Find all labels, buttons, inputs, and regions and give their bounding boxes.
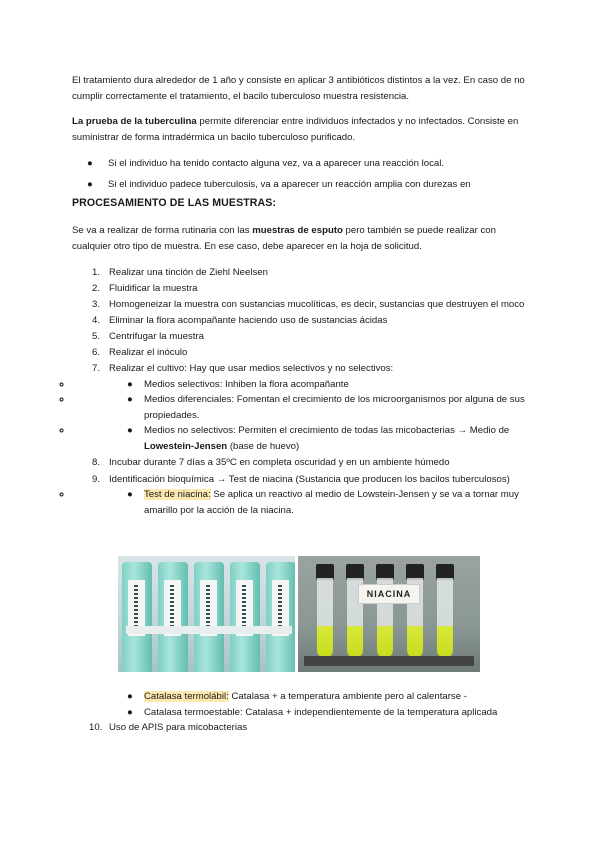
list-item: ◦ ● Medios diferenciales: Fomentan el crecimiento de los microorganismos por alguna de sus propiedades. xyxy=(72,392,527,423)
catalase-list xyxy=(72,689,527,721)
treatment-text: El tratamiento dura alrededor de 1 año y consiste en aplicar 3 antibióticos distintos a la vez. En caso de no cumplir correctamente el tratamiento, el bacilo tuberculoso muestra resistencia. xyxy=(72,75,525,102)
steps-list xyxy=(72,265,527,518)
list-item: ◦ ● Medios selectivos: Inhiben la flora acompañante xyxy=(72,377,527,393)
list-item: ● Si el individuo padece tuberculosis, va a aparecer un reacción amplia con durezas en xyxy=(72,177,527,193)
bullet-icon: ◦ ● xyxy=(127,394,133,405)
list-item: ● Catalasa termolábil: Catalasa + a temperatura ambiente pero al calentarse - xyxy=(72,689,527,705)
step-item: 4. Eliminar la flora acompañante haciendo uso de sustancias ácidas xyxy=(92,315,388,326)
list-item: ● Catalasa termoestable: Catalasa + independientemente de la temperatura aplicada xyxy=(72,705,527,721)
tuberculin-bullets xyxy=(72,156,527,192)
highlighted-label: Catalasa termolábil: xyxy=(144,691,229,702)
step-item: 7. Realizar el cultivo: Hay que usar medios selectivos y no selectivos: ◦ ● Medios selectivos: Inhiben la flora acompañante ◦ ● Medios diferenciales: Fomentan el crecimiento de los microorganismos por alguna de sus propiedades. ◦ ● Medios no selectivos: Permiten el crecimiento de todas las micobacterias → Medio de Lowestein-Jensen (base de huevo) xyxy=(72,361,527,454)
step-item: 2. Fluidificar la muestra xyxy=(92,283,198,294)
niacin-test-photo xyxy=(298,556,480,672)
step-item: 6. Realizar el inóculo xyxy=(92,347,188,358)
step-item: 5. Centrifugar la muestra xyxy=(92,331,204,342)
bullet-icon: ◦ ● xyxy=(127,378,133,390)
list-item: ● Si el individuo ha tenido contacto alguna vez, va a aparecer una reacción local. xyxy=(72,156,527,172)
step-item: 1. Realizar una tinción de Ziehl Neelsen xyxy=(92,267,268,278)
media-list xyxy=(72,377,527,455)
bullet-icon: ● xyxy=(87,178,93,190)
step-item: 3. Homogeneizar la muestra con sustancias mucolíticas, es decir, sustancias que destruyen el moco xyxy=(92,299,525,310)
bullet-icon: ◦ ● xyxy=(127,489,133,500)
photos-row xyxy=(118,556,480,672)
lowenstein-jensen-tubes-photo xyxy=(118,556,295,672)
list-item: ◦ ● Test de niacina: Se aplica un reactivo al medio de Lowstein-Jensen y se va a tornar muy amarillo por la acción de la niacina. xyxy=(72,487,527,518)
bullet-icon: ● xyxy=(87,158,93,169)
processing-paragraph: Se va a realizar de forma rutinaria con las muestras de esputo pero también se puede realizar con cualquier otro tipo de muestra. En ese caso, debe aparecer en la hoja de solicitud. xyxy=(72,225,496,252)
step-item: 10. Uso de APIS para micobacterias xyxy=(89,722,248,733)
niacin-card-label: NIACINA xyxy=(358,584,420,604)
sputum-bold: muestras de esputo xyxy=(252,225,343,236)
bullet-icon: ● xyxy=(127,707,133,718)
step-item: 9. Identificación bioquímica → Test de niacina (Sustancia que producen los bacilos tuberculosos) ◦ ● Test de niacina: Se aplica un reactivo al medio de Lowstein-Jensen y se va a tornar muy amarillo por la acción de la niacina. xyxy=(72,472,527,519)
bullet-icon: ● xyxy=(127,691,133,702)
bullet-icon: ◦ ● xyxy=(127,425,133,436)
step-item: 8. Incubar durante 7 días a 35ºC en completa oscuridad y en un ambiente húmedo xyxy=(92,457,450,468)
tuberculin-text: permite diferenciar entre individuos infectados y no infectados. Consiste en suministrar de forma intradérmica un bacilo tuberculoso purificado. xyxy=(72,116,519,143)
section-heading: PROCESAMIENTO DE LAS MUESTRAS: xyxy=(72,197,277,209)
lowenstein-bold: Lowestein-Jensen xyxy=(144,440,228,452)
steps-list-end xyxy=(72,720,527,736)
list-item: ◦ ● Medios no selectivos: Permiten el crecimiento de todas las micobacterias → Medio de Lowestein-Jensen (base de huevo) xyxy=(72,423,527,454)
tuberculin-bold: La prueba de la tuberculina xyxy=(72,116,197,127)
highlighted-label: Test de niacina: xyxy=(144,489,211,500)
treatment-paragraph xyxy=(72,73,527,104)
tuberculin-paragraph xyxy=(72,114,527,145)
niacin-list xyxy=(72,487,527,518)
